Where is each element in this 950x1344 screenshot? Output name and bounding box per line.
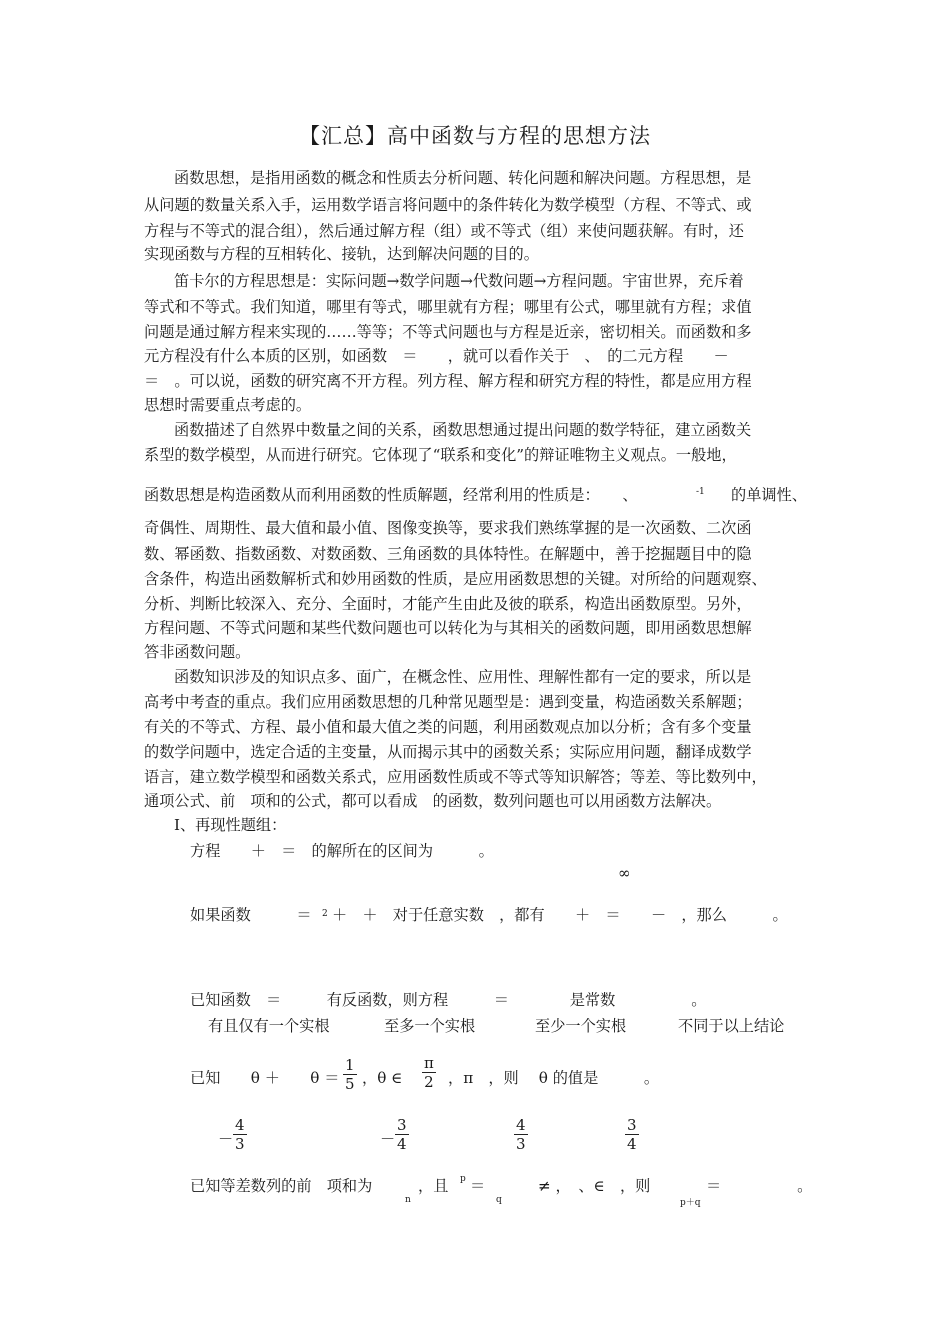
choice-c-fraction: $\frac{4}{3}$ xyxy=(516,1116,526,1153)
question-4-rest: ，π ，则 θ 的值是 。 xyxy=(448,1069,660,1087)
choice-a-sign: － xyxy=(218,1130,234,1148)
choice-a-fraction: $\frac{4}{3}$ xyxy=(235,1116,245,1153)
paragraph-line: 含条件，构造出函数解析式和妙用函数的性质，是应用函数思想的关键。对所给的问题观察、 xyxy=(144,570,767,588)
paragraph-line: ＝ 。可以说，函数的研究离不开方程。列方程、解方程和研究方程的特性，都是应用方程 xyxy=(144,372,752,390)
subscript-n: n xyxy=(405,1195,411,1205)
paragraph-line: 思想时需要重点考虑的。 xyxy=(144,396,312,414)
fraction-one-fifth: $\frac{1}{5}$ xyxy=(345,1056,355,1093)
choice-b-sign: － xyxy=(380,1130,396,1148)
fraction-pi-half: $\frac{\pi}{2}$ xyxy=(424,1054,434,1091)
option-a: 有且仅有一个实根 xyxy=(208,1017,330,1035)
paragraph-line: 通项公式、前 项和的公式，都可以看成 的函数，数列问题也可以用函数方法解决。 xyxy=(144,792,722,810)
paragraph-line: 分析、判断比较深入、充分、全面时，才能产生由此及彼的联系，构造出函数原型。另外， xyxy=(144,595,752,613)
paragraph-line: 语言，建立数学模型和函数关系式，应用函数性质或不等式等知识解答；等差、等比数列中， xyxy=(144,768,767,786)
paragraph-line: 问题是通过解方程来实现的……等等；不等式问题也与方程是近亲，密切相关。而函数和多 xyxy=(144,323,752,341)
question-5: 已知等差数列的前 项和为 xyxy=(190,1177,373,1195)
option-c: 至少一个实根 xyxy=(535,1017,627,1035)
subscript-p-plus-q: p＋q xyxy=(680,1198,701,1208)
choice-b-fraction: $\frac{3}{4}$ xyxy=(397,1116,407,1153)
paragraph-line: 奇偶性、周期性、最大值和最小值、图像变换等，要求我们熟练掌握的是一次函数、二次函 xyxy=(144,519,752,537)
question-1: 方程 ＋ ＝ 的解所在的区间为 。 xyxy=(190,842,494,860)
paragraph-line: 函数思想是构造函数从而利用函数的性质解题，经常利用的性质是： 、 xyxy=(144,486,638,504)
paragraph-line: 方程与不等式的混合组），然后通过解方程（组）或不等式（组）来使问题获解。有时，还 xyxy=(144,222,744,240)
question-5-eq: ＝ xyxy=(470,1177,486,1195)
question-5-part: ，且 xyxy=(418,1177,449,1195)
paragraph-line: 高考中考查的重点。我们应用函数思想的几种常见题型是：遇到变量，构造函数关系解题； xyxy=(144,693,752,711)
paragraph-line: 函数思想，是指用函数的概念和性质去分析问题、转化问题和解决问题。方程思想，是 xyxy=(174,169,752,187)
paragraph-line: 答非函数问题。 xyxy=(144,643,251,661)
question-4: 已知 θ ＋ θ ＝ xyxy=(190,1069,340,1087)
subscript-q: q xyxy=(496,1195,502,1205)
question-2-rest: ＋ ＋ 对于任意实数 ，都有 ＋ ＝ － ，那么 。 xyxy=(332,906,788,924)
superscript-inverse: -1 xyxy=(696,487,705,497)
option-b: 至多一个实根 xyxy=(384,1017,476,1035)
paragraph-line: 数、幂函数、指数函数、对数函数、三角函数的具体特性。在解题中，善于挖掘题目中的隐 xyxy=(144,545,752,563)
paragraph-line: 等式和不等式。我们知道，哪里有等式，哪里就有方程；哪里有公式，哪里就有方程；求值 xyxy=(144,298,752,316)
question-4-mid: ，θ ∈ xyxy=(362,1069,403,1087)
paragraph-line: 的单调性、 xyxy=(731,486,807,504)
paragraph-line: 系型的数学模型，从而进行研究。它体现了“联系和变化”的辩证唯物主义观点。一般地， xyxy=(144,446,737,464)
paragraph-line: 函数描述了自然界中数量之间的关系，函数思想通过提出问题的数学特征，建立函数关 xyxy=(174,421,752,439)
paragraph-line: 元方程没有什么本质的区别，如函数 ＝ ，就可以看作关于 、 的二元方程 － xyxy=(144,347,729,365)
paragraph-line: 方程问题、不等式问题和某些代数问题也可以转化为与其相关的函数问题，即用函数思想解 xyxy=(144,619,752,637)
paragraph-line: 实现函数与方程的互相转化、接轨，达到解决问题的目的。 xyxy=(144,245,539,263)
paragraph-line: 从问题的数量关系入手，运用数学语言将问题中的条件转化为数学模型（方程、不等式、或 xyxy=(144,196,752,214)
option-d: 不同于以上结论 xyxy=(678,1017,785,1035)
infinity-symbol: ∞ xyxy=(618,864,631,882)
subscript-p: p xyxy=(460,1174,466,1184)
page-title: 【汇总】高中函数与方程的思想方法 xyxy=(299,124,651,148)
paragraph-line: 函数知识涉及的知识点多、面广，在概念性、应用性、理解性都有一定的要求，所以是 xyxy=(174,668,752,686)
superscript-2: 2 xyxy=(322,909,328,919)
question-5-end: ＝ 。 xyxy=(706,1177,813,1195)
question-2: 如果函数 ＝ xyxy=(190,906,312,924)
choice-d-fraction: $\frac{3}{4}$ xyxy=(627,1116,637,1153)
question-3: 已知函数 ＝ 有反函数，则方程 ＝ 是常数 。 xyxy=(190,991,707,1009)
section-heading: Ⅰ、再现性题组： xyxy=(174,816,287,834)
paragraph-line: 有关的不等式、方程、最小值和最大值之类的问题，利用函数观点加以分析；含有多个变量 xyxy=(144,718,752,736)
paragraph-line: 的数学问题中，选定合适的主变量，从而揭示其中的函数关系；实际应用问题，翻译成数学 xyxy=(144,743,752,761)
paragraph-line: 笛卡尔的方程思想是：实际问题→数学问题→代数问题→方程问题。宇宙世界，充斥着 xyxy=(174,272,744,290)
question-5-cond: ≠ ， 、∈ ，则 xyxy=(538,1177,651,1195)
